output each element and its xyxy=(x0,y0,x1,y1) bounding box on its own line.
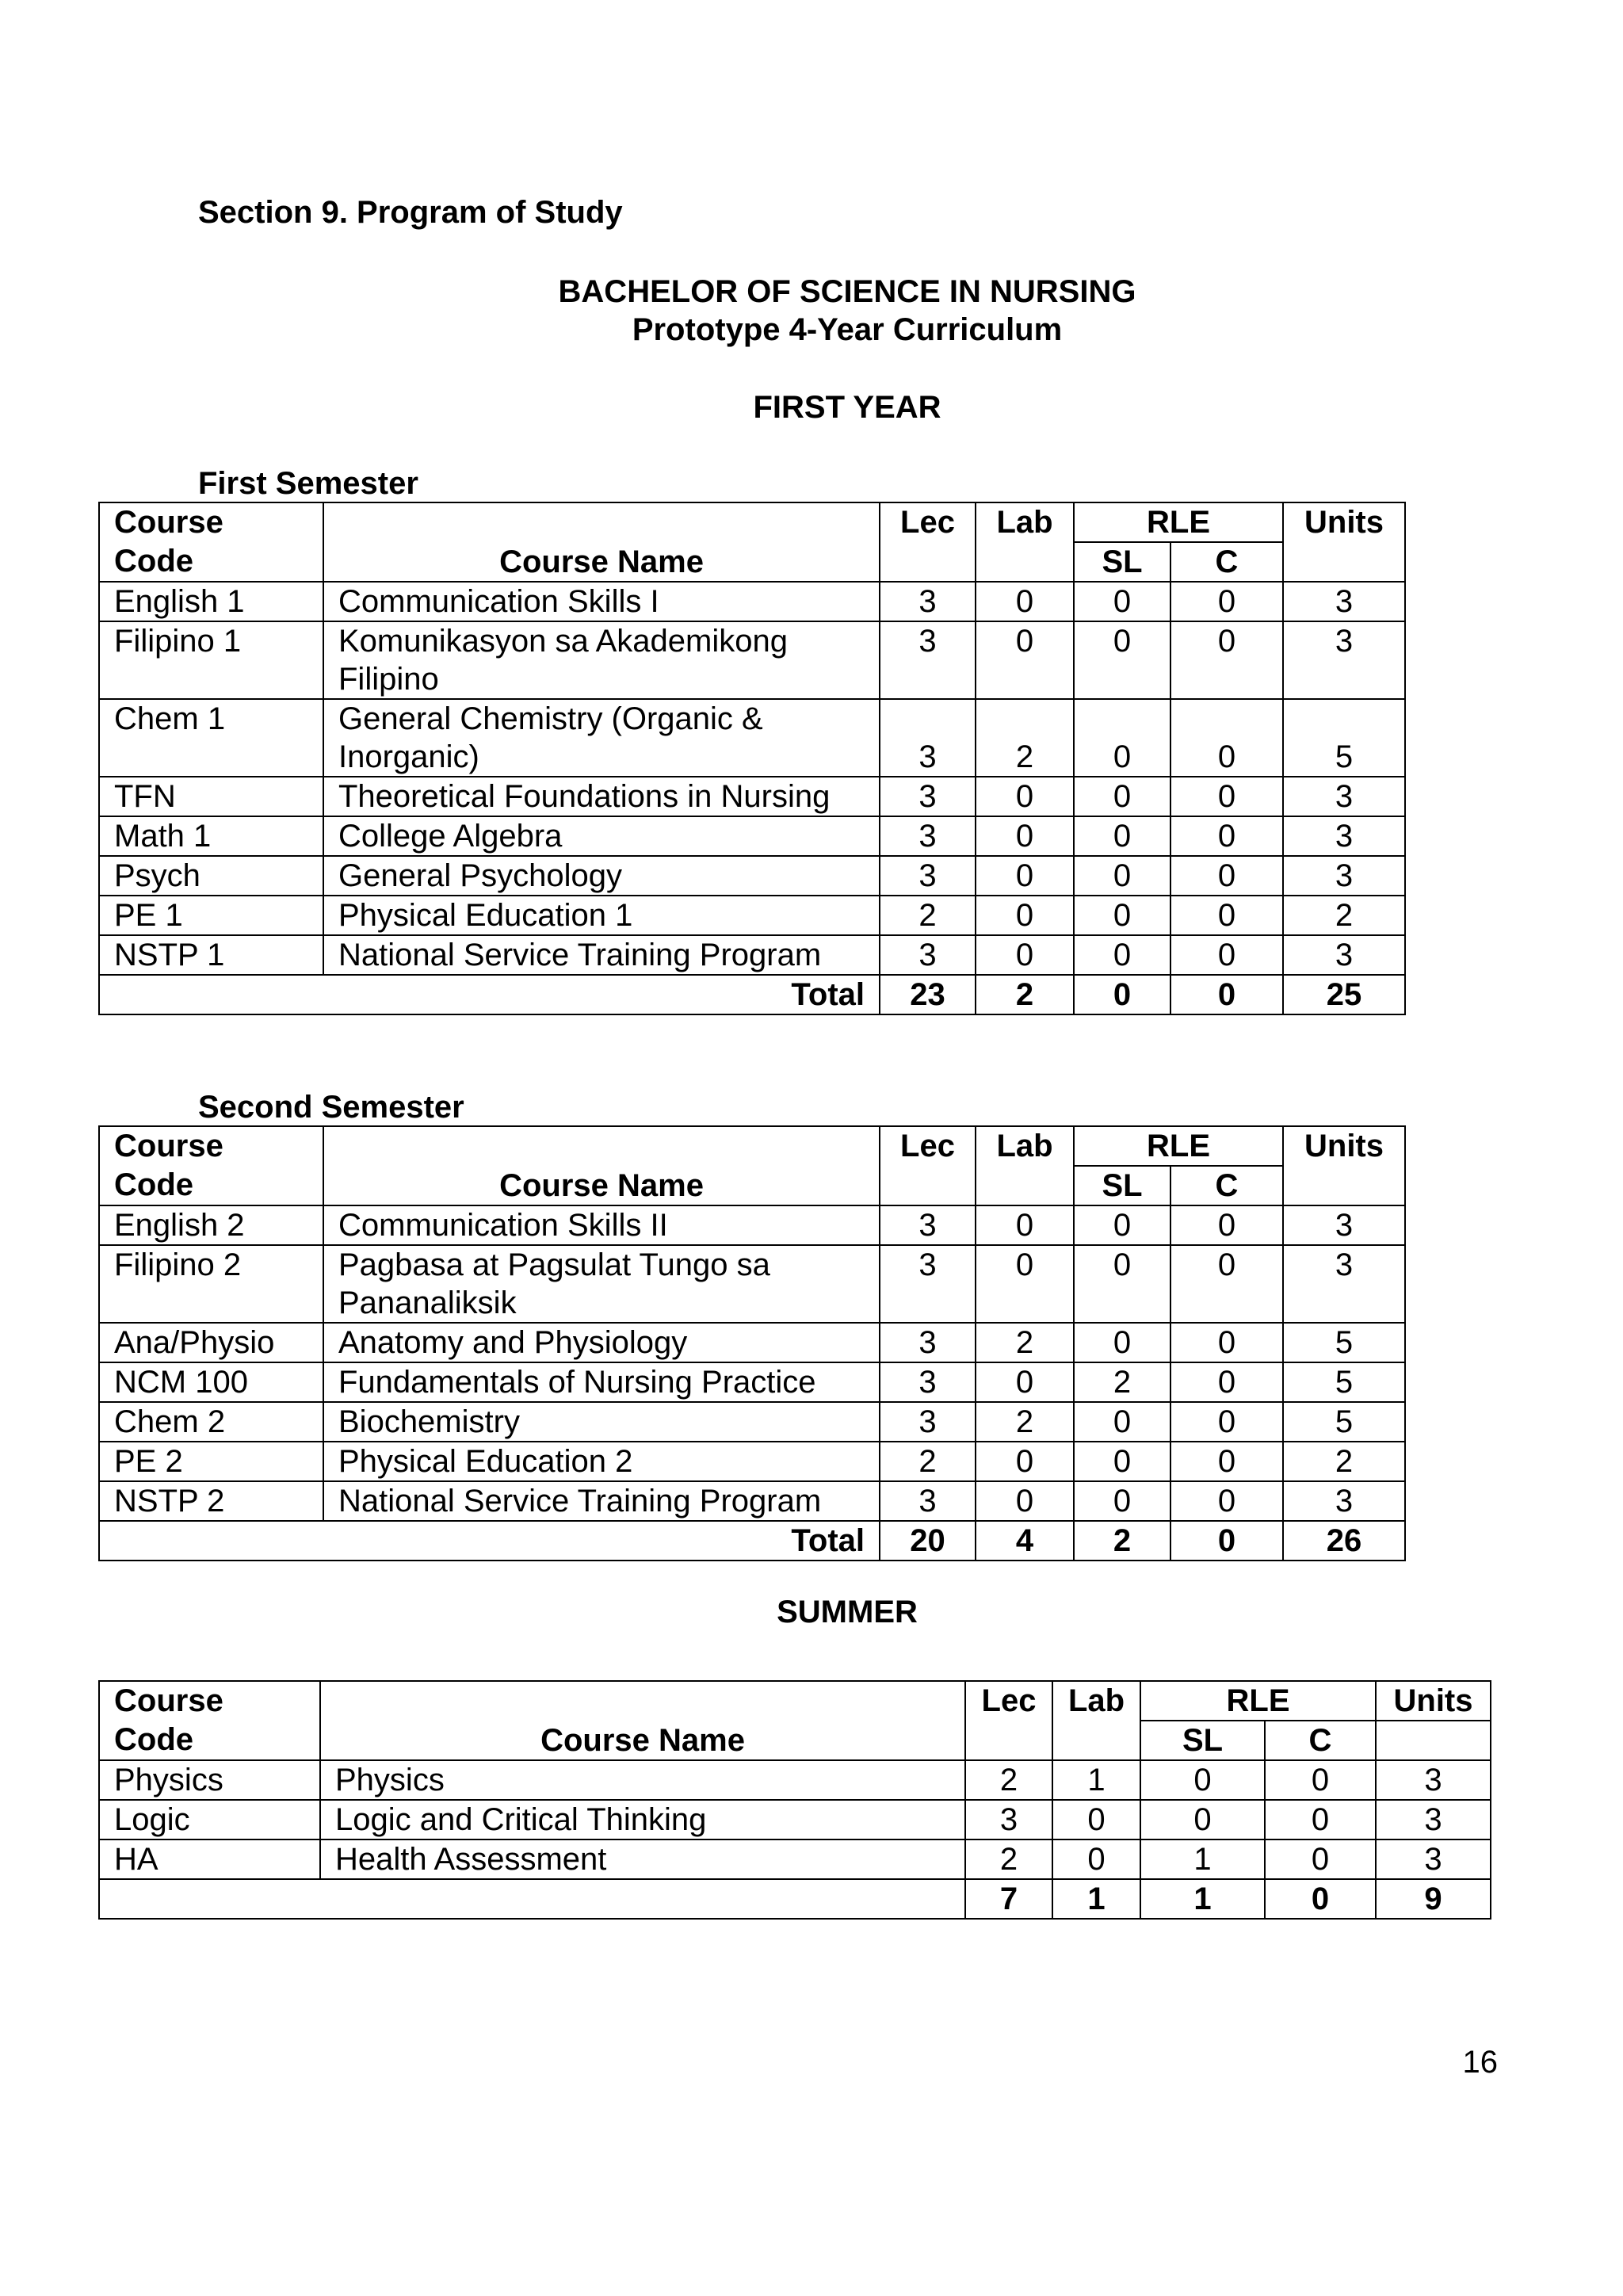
header-lec: Lec xyxy=(965,1681,1052,1760)
lec-value: 3 xyxy=(880,816,976,856)
course-code: PE 2 xyxy=(99,1442,323,1481)
course-name: Biochemistry xyxy=(323,1402,880,1442)
units-value: 3 xyxy=(1376,1839,1491,1879)
second-semester-table xyxy=(98,1125,1406,1561)
header-code: Code xyxy=(99,1166,323,1205)
course-name: Health Assessment xyxy=(320,1839,965,1879)
units-value: 3 xyxy=(1283,1245,1405,1323)
header-course-name: Course Name xyxy=(320,1721,965,1760)
c-value: 0 xyxy=(1170,896,1283,935)
table-row xyxy=(99,1402,1405,1442)
course-code: NSTP 1 xyxy=(99,935,323,975)
header-units-blank xyxy=(1376,1721,1491,1760)
table-row xyxy=(99,1839,1491,1879)
course-code: Chem 1 xyxy=(99,699,323,777)
total-lab: 4 xyxy=(976,1521,1074,1561)
lec-value: 3 xyxy=(880,621,976,699)
course-name: Physical Education 2 xyxy=(323,1442,880,1481)
summer-table xyxy=(98,1680,1491,1920)
lec-value: 3 xyxy=(880,1402,976,1442)
second-semester-heading: Second Semester xyxy=(198,1090,464,1125)
header-c: C xyxy=(1170,542,1283,582)
course-name: Physical Education 1 xyxy=(323,896,880,935)
page-number: 16 xyxy=(1462,2045,1498,2080)
course-name: Theoretical Foundations in Nursing xyxy=(323,777,880,816)
course-code: Filipino 2 xyxy=(99,1245,323,1323)
table-row xyxy=(99,699,1405,777)
header-code: Code xyxy=(99,1721,320,1760)
units-value: 5 xyxy=(1283,1323,1405,1362)
total-c: 0 xyxy=(1170,975,1283,1014)
sl-value: 0 xyxy=(1074,1481,1170,1521)
table-row xyxy=(99,1442,1405,1481)
lab-value: 0 xyxy=(1052,1839,1140,1879)
course-name: General Psychology xyxy=(323,856,880,896)
lab-value: 0 xyxy=(976,856,1074,896)
header-rle: RLE xyxy=(1074,1126,1283,1166)
course-code: Psych xyxy=(99,856,323,896)
total-units: 26 xyxy=(1283,1521,1405,1561)
total-lec: 20 xyxy=(880,1521,976,1561)
course-code: English 2 xyxy=(99,1205,323,1245)
course-name: Logic and Critical Thinking xyxy=(320,1800,965,1839)
first-semester-table xyxy=(98,502,1406,1015)
course-code: PE 1 xyxy=(99,896,323,935)
header-rle: RLE xyxy=(1074,502,1283,542)
course-code: NSTP 2 xyxy=(99,1481,323,1521)
total-row xyxy=(99,1879,1491,1919)
header-c: C xyxy=(1170,1166,1283,1205)
summer-heading: SUMMER xyxy=(777,1595,918,1629)
course-code: HA xyxy=(99,1839,320,1879)
table-row xyxy=(99,1481,1405,1521)
total-label: Total xyxy=(99,1521,880,1561)
header-course: Course xyxy=(99,1126,323,1166)
course-name: Communication Skills II xyxy=(323,1205,880,1245)
units-value: 5 xyxy=(1283,1402,1405,1442)
units-value: 2 xyxy=(1283,896,1405,935)
c-value: 0 xyxy=(1170,1245,1283,1323)
course-name: Komunikasyon sa Akademikong Filipino xyxy=(323,621,880,699)
total-c: 0 xyxy=(1265,1879,1376,1919)
header-lab: Lab xyxy=(976,502,1074,582)
section-heading: Section 9. Program of Study xyxy=(198,195,623,230)
sl-value: 0 xyxy=(1074,582,1170,621)
total-units: 25 xyxy=(1283,975,1405,1014)
year-heading: FIRST YEAR xyxy=(753,390,941,425)
table-row xyxy=(99,1800,1491,1839)
program-title: BACHELOR OF SCIENCE IN NURSING xyxy=(558,274,1136,309)
course-code: Logic xyxy=(99,1800,320,1839)
total-lec: 7 xyxy=(965,1879,1052,1919)
course-code: Physics xyxy=(99,1760,320,1800)
course-name: National Service Training Program xyxy=(323,935,880,975)
table-row xyxy=(99,896,1405,935)
table-row xyxy=(99,935,1405,975)
sl-value: 0 xyxy=(1140,1760,1265,1800)
course-name: Communication Skills I xyxy=(323,582,880,621)
units-value: 3 xyxy=(1283,856,1405,896)
total-c: 0 xyxy=(1170,1521,1283,1561)
lec-value: 3 xyxy=(880,1245,976,1323)
lab-value: 0 xyxy=(976,896,1074,935)
lab-value: 2 xyxy=(976,1323,1074,1362)
units-value: 3 xyxy=(1283,1205,1405,1245)
lab-value: 0 xyxy=(976,582,1074,621)
total-label-blank xyxy=(99,1879,965,1919)
c-value: 0 xyxy=(1170,816,1283,856)
c-value: 0 xyxy=(1265,1760,1376,1800)
header-course-name: Course Name xyxy=(323,542,880,582)
units-value: 3 xyxy=(1283,621,1405,699)
lab-value: 1 xyxy=(1052,1760,1140,1800)
header-units: Units xyxy=(1283,1126,1405,1205)
units-value: 3 xyxy=(1376,1800,1491,1839)
lec-value: 3 xyxy=(880,1323,976,1362)
course-name: Anatomy and Physiology xyxy=(323,1323,880,1362)
c-value: 0 xyxy=(1170,1205,1283,1245)
c-value: 0 xyxy=(1265,1839,1376,1879)
lec-value: 2 xyxy=(880,896,976,935)
sl-value: 2 xyxy=(1074,1362,1170,1402)
course-name: Physics xyxy=(320,1760,965,1800)
c-value: 0 xyxy=(1170,1362,1283,1402)
sl-value: 0 xyxy=(1074,699,1170,777)
header-c: C xyxy=(1265,1721,1376,1760)
course-name: National Service Training Program xyxy=(323,1481,880,1521)
table-row xyxy=(99,1205,1405,1245)
lab-value: 0 xyxy=(976,935,1074,975)
lec-value: 3 xyxy=(880,1481,976,1521)
lab-value: 2 xyxy=(976,699,1074,777)
lab-value: 0 xyxy=(976,1481,1074,1521)
sl-value: 0 xyxy=(1074,1402,1170,1442)
table-row xyxy=(99,1245,1405,1323)
lab-value: 0 xyxy=(976,1362,1074,1402)
header-sl: SL xyxy=(1140,1721,1265,1760)
sl-value: 0 xyxy=(1074,1205,1170,1245)
header-sl: SL xyxy=(1074,1166,1170,1205)
header-lab: Lab xyxy=(976,1126,1074,1205)
lab-value: 0 xyxy=(976,621,1074,699)
header-blank xyxy=(320,1681,965,1721)
table-row xyxy=(99,1760,1491,1800)
c-value: 0 xyxy=(1170,935,1283,975)
course-code: Math 1 xyxy=(99,816,323,856)
course-name: Pagbasa at Pagsulat Tungo sa Pananaliksik xyxy=(323,1245,880,1323)
total-sl: 0 xyxy=(1074,975,1170,1014)
course-code: TFN xyxy=(99,777,323,816)
header-units: Units xyxy=(1376,1681,1491,1721)
units-value: 3 xyxy=(1283,1481,1405,1521)
total-sl: 1 xyxy=(1140,1879,1265,1919)
total-lab: 1 xyxy=(1052,1879,1140,1919)
total-row xyxy=(99,975,1405,1014)
course-code: Chem 2 xyxy=(99,1402,323,1442)
sl-value: 0 xyxy=(1074,896,1170,935)
header-units: Units xyxy=(1283,502,1405,582)
header-lec: Lec xyxy=(880,502,976,582)
c-value: 0 xyxy=(1265,1800,1376,1839)
lab-value: 2 xyxy=(976,1402,1074,1442)
header-course: Course xyxy=(99,1681,320,1721)
units-value: 3 xyxy=(1283,816,1405,856)
lec-value: 3 xyxy=(880,1205,976,1245)
c-value: 0 xyxy=(1170,1442,1283,1481)
lab-value: 0 xyxy=(976,816,1074,856)
lab-value: 0 xyxy=(976,777,1074,816)
sl-value: 0 xyxy=(1074,856,1170,896)
table-row xyxy=(99,816,1405,856)
sl-value: 0 xyxy=(1074,1442,1170,1481)
course-name: College Algebra xyxy=(323,816,880,856)
sl-value: 0 xyxy=(1074,777,1170,816)
lab-value: 0 xyxy=(976,1205,1074,1245)
sl-value: 0 xyxy=(1074,1323,1170,1362)
c-value: 0 xyxy=(1170,1323,1283,1362)
lec-value: 2 xyxy=(880,1442,976,1481)
units-value: 3 xyxy=(1283,582,1405,621)
first-semester-heading: First Semester xyxy=(198,466,418,501)
course-code: NCM 100 xyxy=(99,1362,323,1402)
header-blank xyxy=(323,502,880,542)
lec-value: 3 xyxy=(880,777,976,816)
total-lab: 2 xyxy=(976,975,1074,1014)
header-lec: Lec xyxy=(880,1126,976,1205)
sl-value: 1 xyxy=(1140,1839,1265,1879)
units-value: 3 xyxy=(1283,777,1405,816)
header-rle: RLE xyxy=(1140,1681,1376,1721)
header-course-name: Course Name xyxy=(323,1166,880,1205)
sl-value: 0 xyxy=(1074,1245,1170,1323)
lab-value: 0 xyxy=(1052,1800,1140,1839)
c-value: 0 xyxy=(1170,1481,1283,1521)
header-blank xyxy=(323,1126,880,1166)
lec-value: 3 xyxy=(880,1362,976,1402)
lec-value: 2 xyxy=(965,1760,1052,1800)
lec-value: 2 xyxy=(965,1839,1052,1879)
table-row xyxy=(99,582,1405,621)
total-lec: 23 xyxy=(880,975,976,1014)
sl-value: 0 xyxy=(1140,1800,1265,1839)
course-code: Filipino 1 xyxy=(99,621,323,699)
units-value: 5 xyxy=(1283,699,1405,777)
header-sl: SL xyxy=(1074,542,1170,582)
course-code: English 1 xyxy=(99,582,323,621)
table-row xyxy=(99,1362,1405,1402)
total-units: 9 xyxy=(1376,1879,1491,1919)
curriculum-subtitle: Prototype 4-Year Curriculum xyxy=(632,312,1063,347)
c-value: 0 xyxy=(1170,621,1283,699)
course-name: General Chemistry (Organic & Inorganic) xyxy=(323,699,880,777)
lab-value: 0 xyxy=(976,1245,1074,1323)
header-code: Code xyxy=(99,542,323,582)
total-sl: 2 xyxy=(1074,1521,1170,1561)
sl-value: 0 xyxy=(1074,816,1170,856)
c-value: 0 xyxy=(1170,777,1283,816)
total-label: Total xyxy=(99,975,880,1014)
units-value: 3 xyxy=(1283,935,1405,975)
c-value: 0 xyxy=(1170,1402,1283,1442)
course-name: Fundamentals of Nursing Practice xyxy=(323,1362,880,1402)
total-row xyxy=(99,1521,1405,1561)
table-row xyxy=(99,777,1405,816)
lec-value: 3 xyxy=(965,1800,1052,1839)
lec-value: 3 xyxy=(880,582,976,621)
table-row xyxy=(99,621,1405,699)
units-value: 3 xyxy=(1376,1760,1491,1800)
lec-value: 3 xyxy=(880,856,976,896)
lec-value: 3 xyxy=(880,699,976,777)
c-value: 0 xyxy=(1170,582,1283,621)
sl-value: 0 xyxy=(1074,621,1170,699)
c-value: 0 xyxy=(1170,856,1283,896)
table-row xyxy=(99,856,1405,896)
c-value: 0 xyxy=(1170,699,1283,777)
header-course: Course xyxy=(99,502,323,542)
lec-value: 3 xyxy=(880,935,976,975)
units-value: 2 xyxy=(1283,1442,1405,1481)
units-value: 5 xyxy=(1283,1362,1405,1402)
header-lab: Lab xyxy=(1052,1681,1140,1760)
lab-value: 0 xyxy=(976,1442,1074,1481)
table-row xyxy=(99,1323,1405,1362)
sl-value: 0 xyxy=(1074,935,1170,975)
course-code: Ana/Physio xyxy=(99,1323,323,1362)
